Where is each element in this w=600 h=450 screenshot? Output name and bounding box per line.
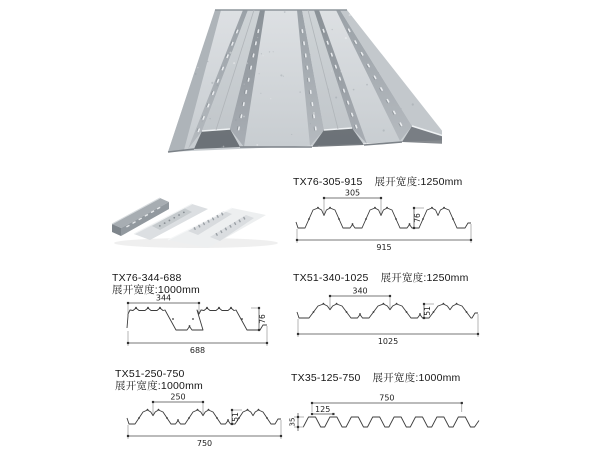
dimension-end-marker (413, 207, 415, 209)
dimension-label: 76 (258, 314, 267, 324)
dimension-label: 1025 (377, 337, 399, 346)
emboss-dot (346, 311, 348, 313)
dimension-end-marker (127, 435, 129, 437)
diagram-title (291, 372, 483, 384)
dimension-label: 51 (231, 412, 240, 422)
dimension-label: 125 (315, 405, 331, 414)
dimension-end-marker (413, 227, 415, 229)
dimension-end-marker (127, 302, 129, 304)
dimension-end-marker (152, 401, 154, 403)
diagram-tx51-340-1025 (293, 272, 483, 348)
emboss-dot (373, 311, 375, 313)
emboss-dot (329, 207, 331, 209)
emboss-dot (409, 223, 411, 225)
emboss-dot (147, 409, 149, 411)
dimension-end-marker (329, 295, 331, 297)
emboss-dot (452, 218, 454, 220)
diagram-title (115, 368, 285, 392)
emboss-dot (365, 218, 367, 220)
profile-model-label: TX76-305-915 (293, 176, 363, 188)
dimension-label: 750 (379, 393, 395, 403)
profile-outline (296, 208, 471, 228)
dimension-end-marker (231, 423, 233, 425)
emboss-dot (433, 311, 435, 313)
emboss-dot (431, 207, 433, 209)
emboss-dot (166, 417, 168, 419)
emboss-dot (443, 303, 445, 305)
dimension-end-marker (297, 333, 299, 335)
emboss-dot (138, 417, 140, 419)
main-product-photo (150, 2, 442, 162)
emboss-dot (419, 313, 421, 315)
emboss-dot (466, 311, 468, 313)
emboss-dot (266, 417, 268, 419)
dimension-end-marker (423, 303, 425, 305)
emboss-dot (323, 303, 325, 305)
emboss-dot (135, 307, 137, 309)
emboss-dot (177, 419, 179, 421)
dimension-end-marker (461, 402, 463, 404)
diagram-tx76-344-688 (112, 272, 282, 358)
emboss-dot (317, 207, 319, 209)
emboss-dot (352, 223, 354, 225)
profile-model-label: TX76-344-688 (112, 272, 182, 284)
unfolded-width-label: 展开宽度:1000mm (372, 372, 461, 384)
profile-outline (127, 410, 281, 424)
emboss-dot (258, 409, 260, 411)
unfolded-width-label: 展开宽度:1250mm (374, 176, 463, 188)
secondary-product-photo (106, 184, 284, 252)
diagram-tx76-305-915 (293, 176, 477, 252)
unfolded-width-label: 展开宽度:1000mm (115, 380, 203, 392)
profile-cross-section-drawing (115, 392, 285, 448)
dimension-end-marker (258, 329, 260, 331)
emboss-dot (197, 409, 199, 411)
dimension-end-marker (389, 295, 391, 297)
emboss-dot (172, 318, 174, 320)
profile-model-label: TX51-250-750 (115, 368, 185, 380)
emboss-dot (159, 307, 161, 309)
emboss-dot (147, 307, 149, 309)
profile-outline (127, 308, 267, 330)
dimension-end-marker (296, 239, 298, 241)
diagram-title (293, 272, 483, 284)
dimension-label: 344 (155, 293, 172, 303)
emboss-dot (206, 307, 208, 309)
emboss-dot (386, 207, 388, 209)
diagram-tx35-125-750 (288, 372, 483, 444)
emboss-dot (227, 419, 229, 421)
profile-cross-section-drawing (293, 188, 477, 252)
dimension-label: 250 (170, 392, 186, 402)
emboss-dot (336, 303, 338, 305)
profile-cross-section-drawing (288, 384, 483, 444)
profile-model-label: TX35-125-750 (291, 372, 361, 384)
emboss-dot (189, 325, 191, 327)
profile-cross-section-drawing (112, 293, 282, 358)
emboss-dot (247, 409, 249, 411)
emboss-dot (374, 207, 376, 209)
emboss-dot (396, 303, 398, 305)
emboss-dot (383, 303, 385, 305)
unfolded-width-label: 展开宽度:1250mm (380, 272, 469, 284)
dimension-label: 305 (344, 188, 361, 198)
emboss-dot (208, 409, 210, 411)
diagram-title (112, 272, 282, 296)
dimension-label: 915 (376, 243, 392, 252)
emboss-dot (188, 417, 190, 419)
dimension-end-marker (311, 402, 313, 404)
emboss-dot (313, 311, 315, 313)
emboss-dot (395, 218, 397, 220)
profile-outline (297, 304, 478, 318)
diagram-tx51-250-750 (115, 368, 285, 448)
profile-outline (303, 417, 479, 427)
dimension-end-marker (231, 409, 233, 411)
dimension-end-marker (127, 342, 129, 344)
dimension-end-marker (258, 307, 260, 309)
dimension-end-marker (297, 426, 299, 428)
dimension-end-marker (280, 435, 282, 437)
unfolded-width-label: 展开宽度:1000mm (112, 284, 200, 296)
dimension-end-marker (198, 302, 200, 304)
emboss-dot (230, 307, 232, 309)
dimension-label: 750 (196, 439, 213, 448)
emboss-dot (443, 207, 445, 209)
dimension-label: 340 (352, 286, 368, 296)
diagram-title (293, 176, 477, 188)
dimension-end-marker (323, 197, 325, 199)
dimension-label: 76 (413, 213, 422, 223)
dimension-end-marker (380, 197, 382, 199)
dimension-end-marker (477, 333, 479, 335)
emboss-dot (218, 307, 220, 309)
profile-cross-section-drawing (293, 284, 483, 348)
emboss-dot (338, 218, 340, 220)
emboss-dot (216, 417, 218, 419)
dimension-end-marker (266, 342, 268, 344)
dimension-end-marker (202, 401, 204, 403)
dimension-label: 35 (288, 417, 297, 427)
dimension-end-marker (332, 413, 334, 415)
dimension-end-marker (423, 317, 425, 319)
dimension-label: 51 (423, 306, 432, 316)
dimension-end-marker (297, 416, 299, 418)
emboss-dot (456, 303, 458, 305)
emboss-dot (308, 218, 310, 220)
profile-model-label: TX51-340-1025 (293, 272, 369, 284)
dimension-end-marker (311, 413, 313, 415)
emboss-dot (241, 318, 243, 320)
emboss-dot (158, 409, 160, 411)
dimension-end-marker (470, 239, 472, 241)
emboss-dot (422, 218, 424, 220)
dimension-label: 688 (189, 346, 206, 355)
emboss-dot (406, 311, 408, 313)
emboss-dot (192, 318, 194, 320)
emboss-dot (359, 313, 361, 315)
